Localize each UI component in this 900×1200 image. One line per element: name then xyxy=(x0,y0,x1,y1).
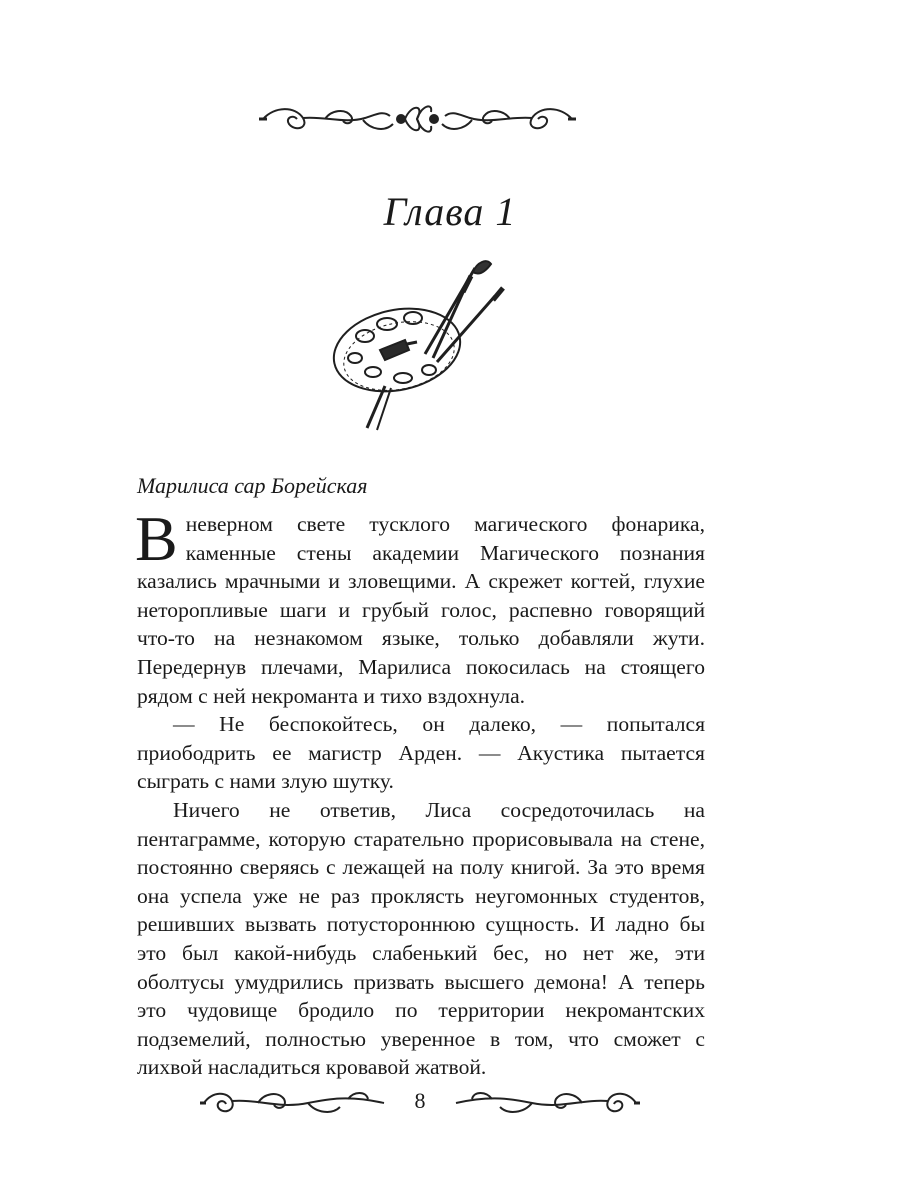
paragraph-text: неверном свете тусклого магического фонарика, каменные стены академии Магического познания казались мрачными и зловещими. А скрежет когтей, глухие неторопливые шаги и грубый голос, распевно говорящий что-то на незнакомом языке, только добавляли жути. Передернув плечами, Марилиса покосилась на стоящего рядом с ней некроманта и тихо вздохнула. xyxy=(137,512,705,708)
scroll-flourish-left-icon xyxy=(198,1085,390,1121)
drop-cap: В xyxy=(135,503,178,574)
paragraph xyxy=(135,503,705,710)
paint-palette-icon xyxy=(325,258,510,434)
scroll-flourish-right-icon xyxy=(450,1085,642,1121)
pov-character-name: Марилиса сар Борейская xyxy=(137,473,368,498)
paragraph: — Не беспокойтесь, он далеко, — попытался приободрить ее магистр Арден. — Акустика пытается сыграть с нами злую шутку. xyxy=(137,712,705,794)
page-number: 8 xyxy=(414,1088,426,1113)
paragraph: Ничего не ответив, Лиса сосредоточилась на пентаграмме, которую старательно прорисовывала на стене, постоянно сверяясь с лежащей на полу книгой. За это время она успела уже не раз проклясть неугомонных студентов, решивших вызвать потустороннюю сущность. И ладно бы это был какой-нибудь слабенький бес, но нет же, эти оболтусы умудрились призвать высшего демона! А теперь это чудовище бродило по территории некромантских подземелий, полностью уверенное в том, что сможет с лихвой насладиться кровавой жатвой. xyxy=(137,797,705,1080)
ornamental-divider-icon xyxy=(255,98,580,140)
chapter-body xyxy=(135,503,705,1082)
chapter-title: Глава 1 xyxy=(383,189,517,234)
